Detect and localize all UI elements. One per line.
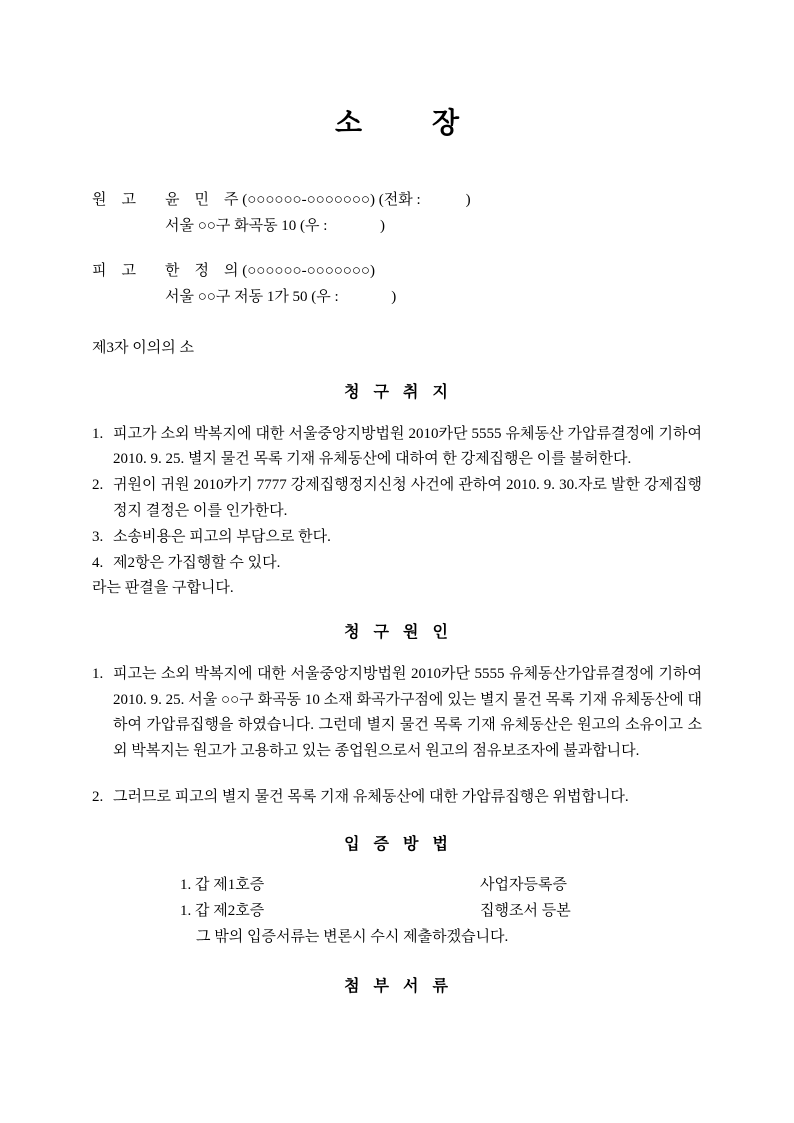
plaintiff-role-label: 원 고	[92, 192, 136, 209]
claim-item	[92, 551, 702, 577]
claim-list	[92, 422, 702, 603]
cause-item-number: 1.	[92, 665, 104, 682]
claim-heading: 청 구 취 지	[344, 384, 450, 402]
evidence-value: 집행조서 등본	[480, 903, 571, 920]
cause-heading: 청 구 원 인	[344, 624, 450, 642]
claim-item-number: 1.	[92, 425, 104, 442]
cause-item	[92, 662, 702, 765]
evidence-label: 1. 갑 제1호증	[180, 877, 265, 894]
defendant-name-value: 한 정 의 (○○○○○○-○○○○○○○)	[165, 262, 375, 279]
claim-item-text: 귀원이 귀원 2010카기 7777 강제집행정지신청 사건에 관하여 2010. 9. 30.자로 발한 강제집행정지 결정은 이를 인가한다.	[113, 477, 702, 520]
plaintiff-address-line	[92, 214, 702, 240]
cause-item	[92, 785, 702, 811]
evidence-note: 그 밖의 입증서류는 변론시 수시 제출하겠습니다.	[196, 928, 509, 945]
cause-item-number: 2.	[92, 788, 104, 805]
claim-footer-text: 라는 판결을 구합니다.	[92, 580, 234, 597]
claim-item-number: 2.	[92, 477, 104, 494]
plaintiff-name-value: 윤 민 주 (○○○○○○-○○○○○○○) (전화 : )	[165, 192, 471, 209]
evidence-item	[180, 873, 702, 899]
plaintiff-address-indent	[92, 214, 165, 240]
defendant-name-line	[92, 259, 702, 285]
defendant-block	[92, 259, 702, 311]
claim-item-text: 제2항은 가집행할 수 있다.	[113, 554, 281, 571]
evidence-heading: 입 증 방 법	[344, 835, 450, 853]
evidence-list	[180, 873, 702, 925]
evidence-item	[180, 899, 702, 925]
cause-item-text: 그러므로 피고의 별지 물건 목록 기재 유체동산에 대한 가압류집행은 위법합니다.	[113, 788, 629, 805]
case-type-label: 제3자 이의의 소	[92, 340, 194, 357]
cause-item-text: 피고는 소외 박복지에 대한 서울중앙지방법원 2010카단 5555 유체동산가압류결정에 기하여 2010. 9. 25. 서울 ○○구 화곡동 10 소재 화곡가구점에 있는 별지 물건 목록 기재 유체동산에 대하여 가압류집행을 하였습니다. 그런데 별지 물건 목록 기재 유체동산은 원고의 소유이고 소외 박복지는 원고가 고용하고 있는 종업원으로서 원고의 점유보조자에 불과합니다.	[113, 665, 702, 760]
defendant-address-indent	[92, 285, 165, 311]
defendant-address-value: 서울 ○○구 저동 1가 50 (우 : )	[165, 288, 397, 305]
attachments-heading: 첨 부 서 류	[344, 977, 450, 995]
plaintiff-address-value: 서울 ○○구 화곡동 10 (우 : )	[165, 217, 385, 234]
evidence-value: 사업자등록증	[480, 877, 567, 894]
defendant-address-line	[92, 285, 702, 311]
plaintiff-name-line	[92, 188, 702, 214]
cause-list	[92, 662, 702, 811]
claim-item-number: 4.	[92, 554, 104, 571]
defendant-role-label: 피 고	[92, 262, 136, 279]
plaintiff-block	[92, 188, 702, 240]
document-title: 소 장	[334, 108, 460, 139]
claim-item-text: 피고가 소외 박복지에 대한 서울중앙지방법원 2010카단 5555 유체동산 가압류결정에 기하여 2010. 9. 25. 별지 물건 목록 기재 유체동산에 대하여 한 강제집행은 이를 불허한다.	[113, 425, 702, 468]
claim-item	[92, 525, 702, 551]
claim-item-text: 소송비용은 피고의 부담으로 한다.	[113, 528, 331, 545]
claim-item-number: 3.	[92, 528, 104, 545]
claim-item	[92, 473, 702, 525]
evidence-label: 1. 갑 제2호증	[180, 903, 265, 920]
claim-item	[92, 422, 702, 474]
